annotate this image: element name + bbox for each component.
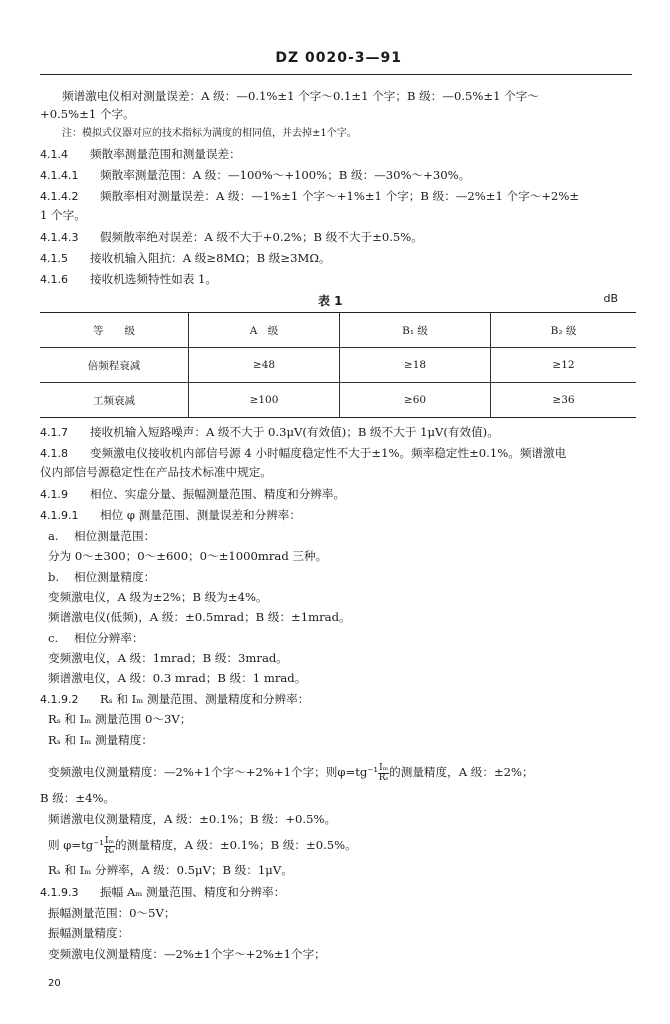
section-text: 接收机输入短路噪声：A 级不大于 0.3μV(有效值)；B 级不大于 1μV(有效值)。: [90, 425, 499, 439]
section-number: 4.1.4.2: [40, 190, 79, 203]
section-text: 相位、实虚分量、振幅测量范围、精度和分辨率。: [90, 487, 346, 501]
item-text: 相位分辨率：: [74, 631, 144, 645]
vfi-accuracy-cont: B 级：±4%。: [40, 791, 116, 805]
section-4-1-6: [40, 271, 636, 288]
item-b-line-1: 变频激电仪，A 级为±2%；B 级为±4%。: [48, 590, 268, 604]
table-cell: 工频衰减: [40, 383, 189, 418]
section-number: 4.1.4.3: [40, 231, 79, 244]
section-4-1-9-3: [40, 884, 636, 901]
table-cell: ≥100: [189, 383, 340, 418]
vfi-accuracy-line: [48, 760, 636, 784]
section-4-1-4: [40, 146, 636, 163]
table-cell: ≥18: [340, 348, 491, 383]
item-label: c.: [48, 631, 59, 645]
table-cell: 倍频程衰减: [40, 348, 189, 383]
intro-line-2: +0.5%±1 个字。: [40, 107, 135, 121]
section-4-1-9-1: [40, 507, 636, 524]
item-text: 相位测量范围：: [74, 529, 156, 543]
section-number: 4.1.4.1: [40, 169, 79, 182]
section-text: 振幅 Aₘ 测量范围、精度和分辨率：: [100, 885, 286, 899]
fraction-denominator: Rₛ: [104, 845, 115, 856]
phi-accuracy-line: [48, 833, 636, 857]
section-number: 4.1.9.3: [40, 886, 79, 899]
section-text: 频散率相对测量误差：A 级：—1%±1 个字～+1%±1 个字；B 级：—2%±1 个字～+2%±: [100, 189, 580, 203]
rs-im-resolution: Rₛ 和 Iₘ 分辨率，A 级：0.5μV；B 级：1μV。: [48, 863, 293, 877]
section-4-1-5: [40, 250, 636, 267]
table-caption: [0, 292, 670, 308]
rs-im-accuracy-title: Rₛ 和 Iₘ 测量精度：: [48, 733, 153, 747]
amplitude-vfi-accuracy: 变频激电仪测量精度：—2%±1个字～+2%±1个字；: [48, 947, 326, 961]
table-cell: ≥60: [340, 383, 491, 418]
rs-im-range: Rₛ 和 Iₘ 测量范围 0～3V；: [48, 712, 192, 726]
table-header-cell: B₁ 级: [340, 313, 491, 348]
item-label: a.: [48, 529, 59, 543]
fraction-numerator: Iₘ: [379, 762, 389, 773]
section-text: 接收机选频特性如表 1。: [90, 272, 217, 286]
table-header-cell: B₂ 级: [491, 313, 637, 348]
section-4-1-4-1: [40, 167, 636, 184]
phase-fraction: [104, 837, 115, 856]
table-title: 表 1: [318, 294, 343, 308]
selectivity-table: [40, 312, 636, 418]
table-header-row: [40, 313, 636, 348]
table-header-cell: A 级: [189, 313, 340, 348]
table-cell: ≥36: [491, 383, 637, 418]
section-number: 4.1.7: [40, 426, 68, 439]
section-4-1-4-2: [40, 188, 636, 205]
section-number: 4.1.4: [40, 148, 68, 161]
table-row: [40, 348, 636, 383]
fraction-denominator: Rₛ: [378, 772, 389, 783]
item-a-detail: 分为 0～±300；0～±600；0～±1000mrad 三种。: [48, 549, 328, 563]
item-c-line-2: 频谱激电仪，A 级：0.3 mrad；B 级：1 mrad。: [48, 671, 307, 685]
table-unit: dB: [603, 292, 618, 305]
phi-accuracy-grade: 的测量精度，A 级：±0.1%；B 级：±0.5%。: [115, 838, 357, 852]
table-cell: ≥12: [491, 348, 637, 383]
phase-fraction: [378, 764, 389, 783]
item-c: [48, 630, 636, 646]
page-number: 20: [48, 978, 61, 989]
section-number: 4.1.5: [40, 252, 68, 265]
section-text: 接收机输入阻抗：A 级≥8MΩ；B 级≥3MΩ。: [90, 251, 331, 265]
section-number: 4.1.9.2: [40, 693, 79, 706]
item-c-line-1: 变频激电仪，A 级：1mrad；B 级：3mrad。: [48, 651, 288, 665]
section-text: 假频散率绝对误差：A 级不大于+0.2%；B 级不大于±0.5%。: [100, 230, 423, 244]
section-4-1-7: [40, 424, 636, 441]
section-text: 变频激电仪接收机内部信号源 4 小时幅度稳定性不大于±1%。频率稳定性±0.1%。频谱激电: [90, 446, 567, 460]
section-text: 频散率测量范围和测量误差：: [90, 147, 241, 161]
page-header: [40, 44, 632, 75]
table-header-cell: 等 级: [40, 313, 189, 348]
intro-note: 注：模拟式仪器对应的技术指标为满度的相同值，并去掉±1个字。: [62, 128, 357, 139]
vfi-accuracy-grade: 的测量精度，A 级：±2%；: [389, 765, 534, 779]
section-4-1-4-3: [40, 229, 636, 246]
item-b-line-2: 频谱激电仪(低频)，A 级：±0.5mrad；B 级：±1mrad。: [48, 610, 351, 624]
vfi-accuracy-text: 变频激电仪测量精度：—2%+1个字～+2%+1个字；则φ=tg⁻¹: [48, 765, 379, 779]
table-cell: ≥48: [189, 348, 340, 383]
section-4-1-4-2-cont: 1 个字。: [40, 208, 86, 222]
section-4-1-9: [40, 486, 636, 503]
amplitude-range: 振幅测量范围：0～5V；: [48, 906, 176, 920]
document-code: DZ 0020-3—91: [275, 50, 402, 66]
section-number: 4.1.8: [40, 447, 68, 460]
section-number: 4.1.9: [40, 488, 68, 501]
phi-accuracy-text: 则 φ=tg⁻¹: [48, 838, 104, 852]
item-text: 相位测量精度：: [74, 570, 156, 584]
spectral-accuracy: 频谱激电仪测量精度，A 级：±0.1%；B 级：+0.5%。: [48, 812, 337, 826]
fraction-numerator: Iₘ: [104, 835, 115, 846]
section-text: 相位 φ 测量范围、测量误差和分辨率：: [100, 508, 301, 522]
section-text: Rₛ 和 Iₘ 测量范围、测量精度和分辨率：: [100, 692, 310, 706]
item-a: [48, 528, 636, 544]
section-4-1-8: [40, 445, 636, 462]
section-text: 频散率测量范围：A 级：—100%～+100%；B 级：—30%～+30%。: [100, 168, 471, 182]
intro-line-1: 频谱激电仪相对测量误差：A 级：—0.1%±1 个字～0.1±1 个字；B 级：—0.5%±1 个字～: [62, 89, 539, 103]
section-4-1-8-cont: 仪内部信号源稳定性在产品技术标准中规定。: [40, 465, 272, 479]
amplitude-accuracy-title: 振幅测量精度：: [48, 926, 130, 940]
section-number: 4.1.9.1: [40, 509, 79, 522]
item-label: b.: [48, 570, 60, 584]
section-4-1-9-2: [40, 691, 636, 708]
item-b: [48, 569, 636, 585]
table-row: [40, 383, 636, 418]
section-number: 4.1.6: [40, 273, 68, 286]
